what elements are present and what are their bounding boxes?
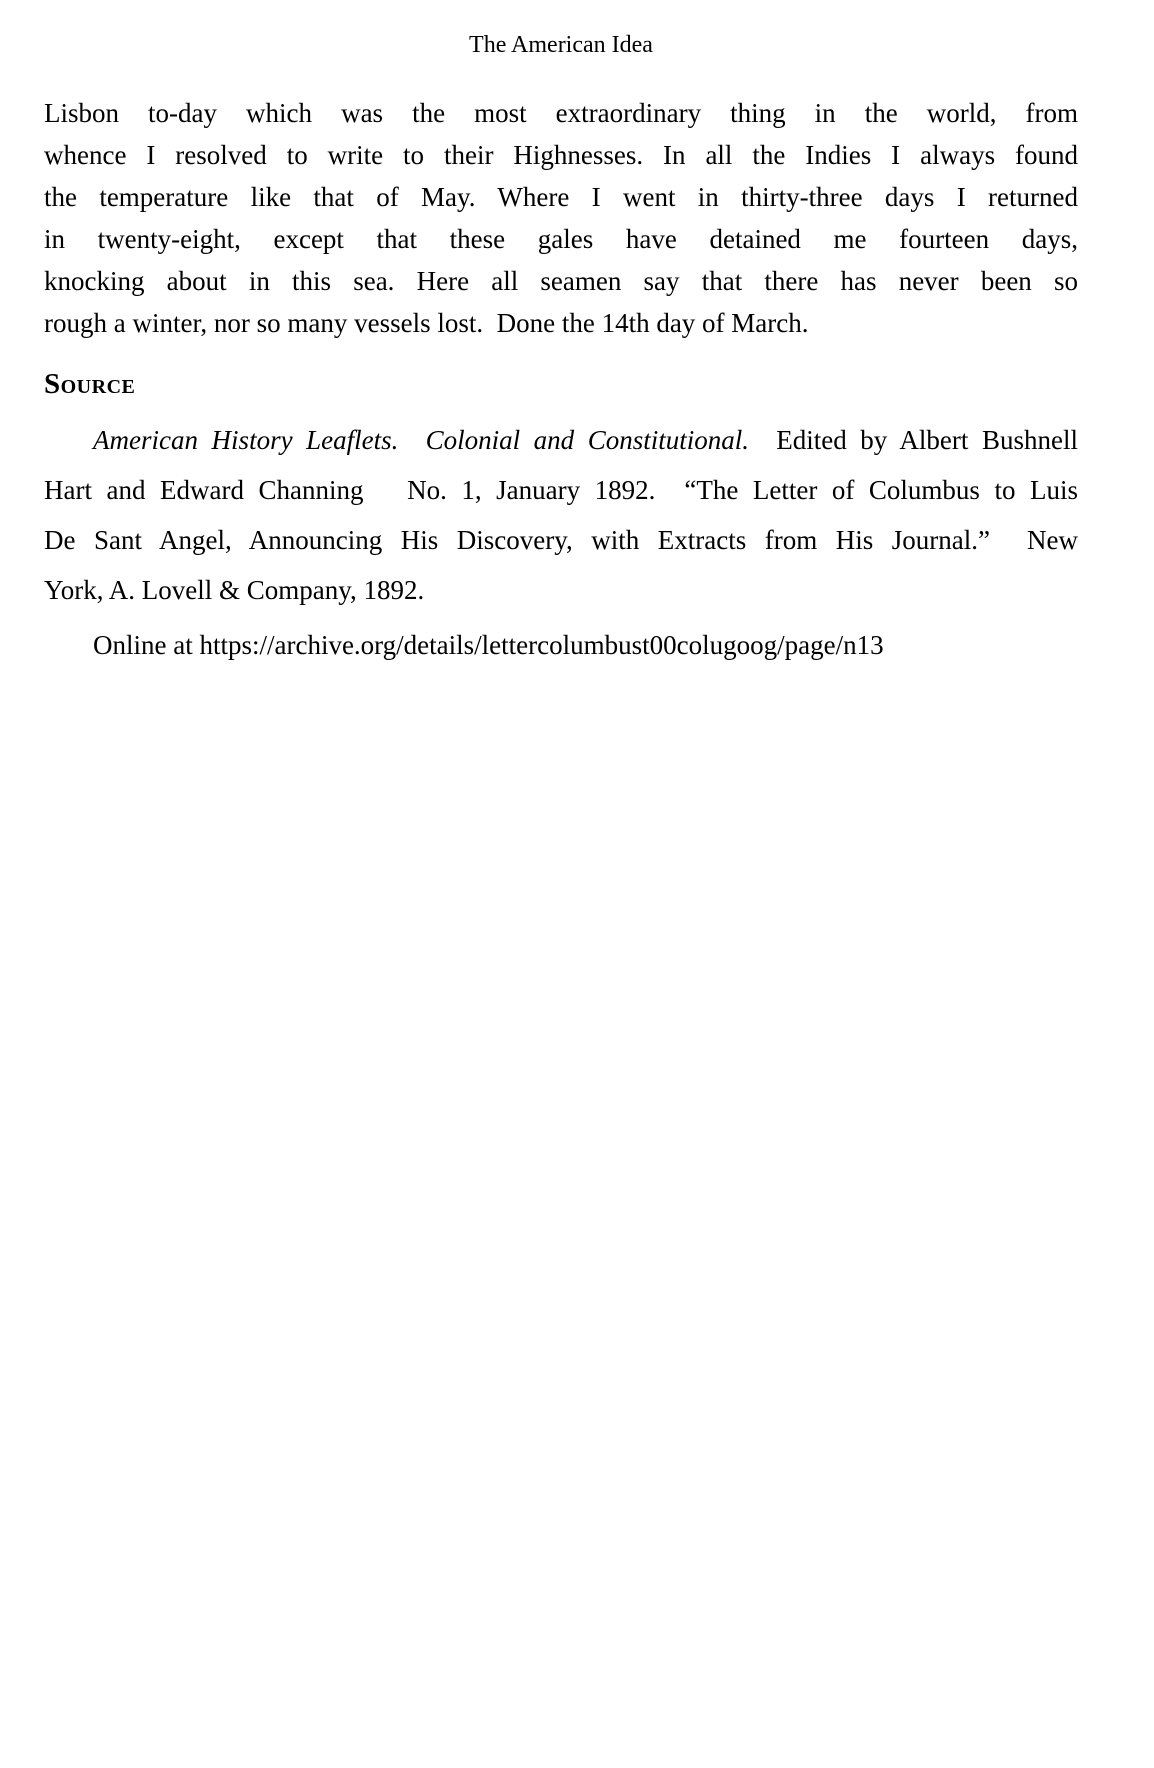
citation-lines (44, 465, 1078, 615)
text-line: York, A. Lovell & Company, 1892. (44, 575, 425, 605)
citation-line-1 (44, 415, 1078, 465)
source-heading: Source (44, 368, 136, 400)
text-line: in twenty-eight, except that these gales have detained me fourteen days, (44, 224, 1078, 254)
text-line: Hart and Edward Channing No. 1, January 1892. “The Letter of Columbus to Luis (44, 475, 1078, 505)
text-line: rough a winter, nor so many vessels lost. Done the 14th day of March. (44, 308, 809, 338)
online-url-line: Online at https://archive.org/details/lettercolumbust00colugoog/page/n13 (93, 630, 884, 660)
citation-line-1-rest: Edited by Albert Bushnell (749, 425, 1078, 455)
text-line: whence I resolved to write to their Highnesses. In all the Indies I always found (44, 140, 1078, 170)
text-line: Lisbon to-day which was the most extraordinary thing in the world, from (44, 98, 1078, 128)
text-line: knocking about in this sea. Here all seamen say that there has never been so (44, 266, 1078, 296)
text-line: the temperature like that of May. Where I went in thirty-three days I returned (44, 182, 1078, 212)
citation (44, 415, 1078, 615)
running-header: The American Idea (469, 32, 653, 58)
body-paragraph (44, 92, 1078, 344)
text-line: De Sant Angel, Announcing His Discovery, with Extracts from His Journal.” New (44, 525, 1078, 555)
citation-work-title: American History Leaflets. Colonial and Constitutional. (93, 425, 750, 455)
